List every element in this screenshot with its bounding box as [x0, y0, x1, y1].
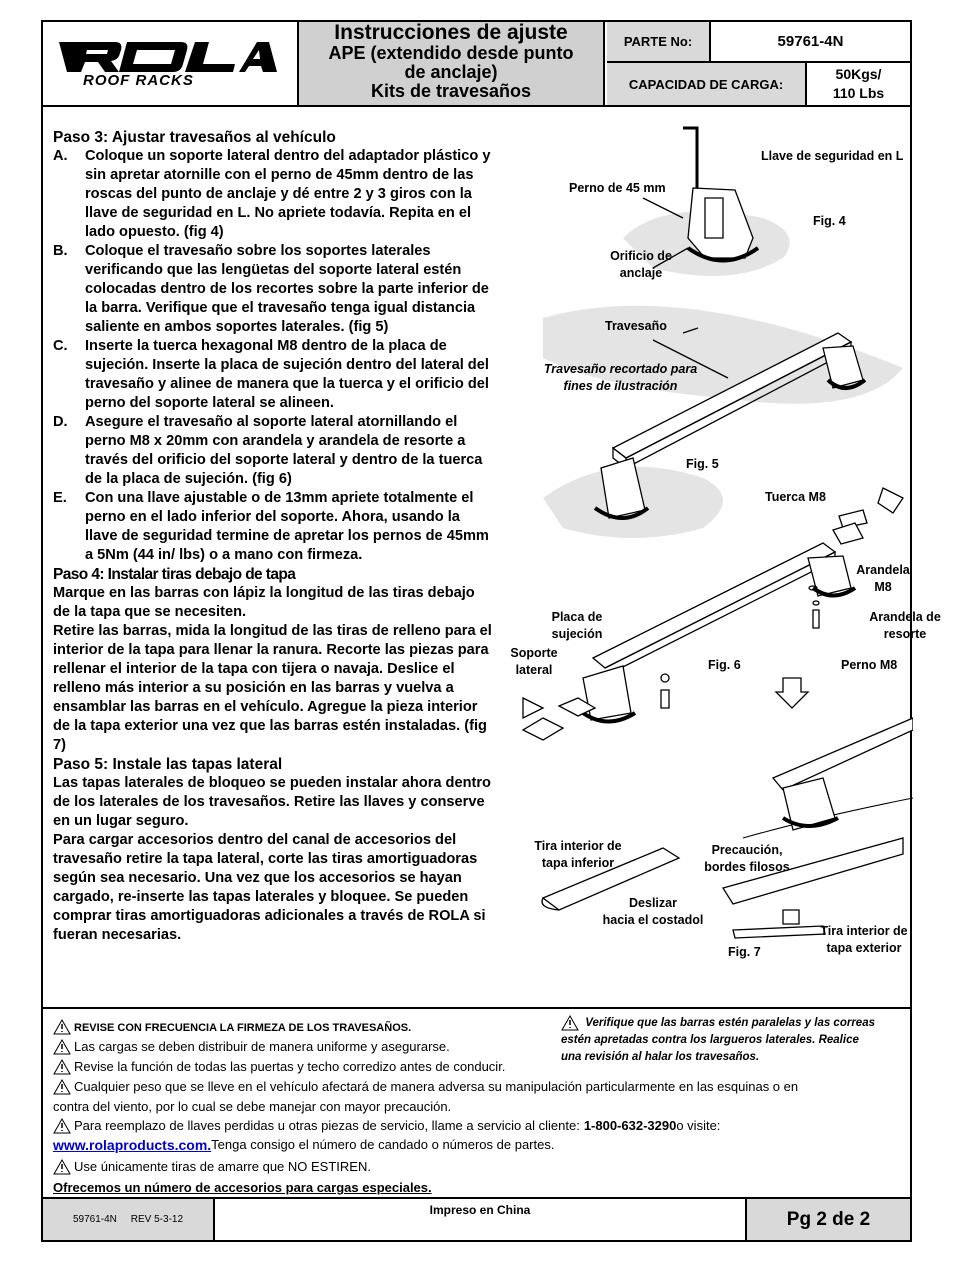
- capacity-label: CAPACIDAD DE CARGA:: [607, 63, 807, 105]
- item-letter: B.: [53, 243, 68, 259]
- label-line: Precaución,: [711, 843, 783, 857]
- item-letter: D.: [53, 414, 68, 430]
- note-line: estén apretadas contra los largueros laterales. Realice: [561, 1034, 859, 1047]
- title-block: [299, 22, 605, 105]
- label-line: anclaje: [619, 266, 663, 280]
- step4-para-2: Retire las barras, mida la longitud de las tiras de relleno para el interior de la tapa para llenar la ranura. Recorte las piezas para rellenar el interior de la tapa con tijera o navaja. Deslice el relleno más interior a su posición en las barras y vuelva a ensamblar las barras en el vehículo. Agregue la pieza interior de la tapa exterior una vez que las barras estén instaladas. (fig 7): [53, 623, 492, 753]
- label-fig7: Fig. 7: [728, 945, 761, 959]
- step3-item-e: [53, 489, 493, 565]
- doc-title: Instrucciones de ajuste: [334, 21, 568, 44]
- label-cut-crossbar: [533, 361, 708, 395]
- printed-in: Impreso en China: [429, 1203, 531, 1217]
- rola-logo-wordmark: [53, 36, 279, 76]
- label-crossbar: Travesaño: [605, 319, 667, 333]
- page-number: Pg 2 de 2: [745, 1199, 910, 1240]
- warning-4: [53, 1079, 903, 1095]
- item-text: Con una llave ajustable o de 13mm apriete totalmente el perno en el lado inferior del soporte. Ahora, usando la llave de seguridad termine de apretar los pernos de 45mm a 5Nm (44 in/ lbs) o a mano con firmeza.: [85, 490, 489, 563]
- label-fig5: Fig. 5: [686, 457, 719, 471]
- warning-text: Las cargas se deben distribuir de manera uniforme y asegurarse.: [74, 1039, 450, 1054]
- step5-para-1: Las tapas laterales de bloqueo se pueden instalar ahora dentro de los laterales de los travesaños. Retire las llaves y conserve en un lugar seguro.: [53, 775, 491, 829]
- warning-icon: [53, 1019, 71, 1035]
- label-line: hacia el costadol: [602, 913, 704, 927]
- support-phone: 1-800-632-3290: [583, 1118, 677, 1133]
- note-line: una revisión al halar los travesaños.: [561, 1051, 760, 1064]
- warning-3: [53, 1059, 505, 1075]
- step4-para-1: Marque en las barras con lápiz la longitud de las tiras debajo de la tapa que se necesiten.: [53, 585, 475, 620]
- label-anchor-hole: [605, 248, 677, 282]
- step3-item-c: [53, 337, 493, 413]
- part-number: 59761-4N: [711, 22, 910, 63]
- step3-title: Paso 3: Ajustar travesaños al vehículo: [53, 129, 336, 146]
- warning-text: Cualquier peso que se lleve en el vehículo afectará de manera adversa su manipulación particularmente en las esquinas o en: [74, 1079, 799, 1094]
- item-letter: C.: [53, 338, 68, 354]
- item-text: Coloque un soporte lateral dentro del adaptador plástico y sin apretar atornille con el perno de 45mm dentro de las roscas del punto de anclaje y dé entre 2 y 3 giros con la llave de seguridad en L. No apriete todavía. Repita en el lado opuesto. (fig 4): [85, 148, 491, 240]
- label-line: Soporte: [510, 646, 558, 660]
- label-m8-washer: Arandela M8: [856, 563, 910, 594]
- item-letter: E.: [53, 490, 67, 506]
- doc-subtitle-3: Kits de travesaños: [370, 81, 532, 101]
- note-line: Verifique que las barras estén paralelas y las correas: [585, 1017, 875, 1030]
- figures-area: [483, 118, 941, 1008]
- label-line: Deslizar: [629, 896, 677, 910]
- warning-icon: [53, 1079, 71, 1095]
- capacity-kg: 50Kgs/: [835, 66, 882, 82]
- capacity-value: [807, 63, 910, 105]
- label-line: resorte: [883, 627, 927, 641]
- label-fig4: Fig. 4: [813, 214, 846, 228]
- step3-item-a: [53, 147, 493, 242]
- label-line: Tira interior de: [820, 924, 908, 938]
- warning-text: Use únicamente tiras de amarre que NO ESTIREN.: [74, 1159, 371, 1174]
- instructions: [53, 128, 493, 945]
- warnings-section: [43, 1007, 910, 1197]
- step5-para-2: Para cargar accesorios dentro del canal de accesorios del travesaño retire la tapa lateral, corte las tiras amortiguadoras según sea necesario. Una vez que los accesorios se hayan cargado, re-inserte las tapas laterales y bloquee. Se pueden comprar tiras amortiguadoras adicionales a través de ROLA si fueran necesarias.: [53, 832, 486, 943]
- item-text: Inserte la tuerca hexagonal M8 dentro de la placa de sujeción. Inserte la placa de sujeción dentro del lateral del travesaño y alinee de manera que la tuerca y el orificio del perno del soporte lateral se alineen.: [85, 338, 489, 411]
- warning-6: [53, 1159, 371, 1175]
- item-text: Asegure el travesaño al soporte lateral atornillando el perno M8 x 20mm con arandela y arandela de resorte a través del orificio del soporte lateral y dentro de la tuerca de la placa de sujeción. (fig 6): [85, 414, 483, 487]
- label-slide-side: [593, 895, 713, 929]
- warning-icon: [53, 1159, 71, 1175]
- warning-4-cont: contra del viento, por lo cual se debe manejar con mayor precaución.: [53, 1099, 452, 1114]
- warning-2: [53, 1039, 450, 1055]
- warning-icon: [53, 1118, 71, 1134]
- header: [43, 22, 910, 107]
- warning-icon: [53, 1039, 71, 1055]
- warning-icon: [53, 1059, 71, 1075]
- label-line: Placa de: [551, 610, 603, 624]
- step5-title: Paso 5: Instale las tapas lateral: [53, 756, 283, 773]
- label-spring-washer: [863, 609, 947, 643]
- label-l-key: Llave de seguridad en L: [761, 149, 904, 163]
- step3-item-d: [53, 413, 493, 489]
- footer: [43, 1197, 910, 1240]
- label-line: sujeción: [551, 627, 603, 641]
- label-lower-strip: [527, 838, 629, 872]
- label-line: Arandela de: [869, 610, 941, 624]
- parallel-bars-note: [561, 1015, 901, 1066]
- label-45mm-bolt: Perno de 45 mm: [569, 181, 666, 195]
- label-line: bordes filosos: [704, 860, 790, 874]
- label-outer-strip: [813, 923, 915, 957]
- label-line: lateral: [515, 663, 553, 677]
- item-text: Coloque el travesaño sobre los soportes laterales verificando que las lengüetas del soporte lateral estén colocadas dentro de los recortes sobre la parte inferior de la barra. Verifique que el travesaño tenga igual distancia saliente en ambos soportes laterales. (fig 5): [85, 243, 489, 335]
- logo-subtext: ROOF RACKS: [83, 72, 194, 89]
- doc-revision: 59761-4N REV 5-3-12: [43, 1199, 215, 1240]
- label-line: fines de ilustración: [563, 379, 678, 393]
- warning-text: Tenga consigo el número de candado o números de partes.: [211, 1137, 555, 1152]
- label-caution-edges: [697, 842, 797, 876]
- label-line: Tira interior de: [534, 839, 622, 853]
- doc-subtitle-1: APE (extendido desde punto: [328, 43, 574, 63]
- warning-5-cont: [53, 1137, 554, 1153]
- warning-1: [53, 1019, 411, 1035]
- label-side-support: [507, 645, 561, 679]
- website-link[interactable]: www.rolaproducts.com.: [53, 1137, 212, 1153]
- label-m8-nut: Tuerca M8: [765, 490, 826, 504]
- label-fig6: Fig. 6: [708, 658, 741, 672]
- warning-text-visit: o visite:: [676, 1118, 721, 1133]
- label-line: Travesaño recortado para: [543, 362, 698, 376]
- warning-text: Para reemplazo de llaves perdidas u otras piezas de servicio, llame a servicio al cliente:: [74, 1118, 580, 1133]
- doc-subtitle-2: de anclaje): [404, 62, 498, 82]
- label-line: Orificio de: [610, 249, 672, 263]
- warning-5: [53, 1118, 720, 1134]
- warning-icon: [561, 1015, 579, 1031]
- capacity-lbs: 110 Lbs: [832, 85, 885, 101]
- warning-text: Revise la función de todas las puertas y techo corredizo antes de conducir.: [74, 1059, 506, 1074]
- label-clamp-plate: [547, 609, 607, 643]
- item-letter: A.: [53, 148, 68, 164]
- step3-item-b: [53, 242, 493, 337]
- label-line: tapa inferior: [541, 856, 615, 870]
- rola-logo: [43, 22, 299, 105]
- accessories-note: Ofrecemos un número de accesorios para cargas especiales.: [53, 1180, 432, 1195]
- label-line: tapa exterior: [826, 941, 902, 955]
- warning-text: REVISE CON FRECUENCIA LA FIRMEZA DE LOS TRAVESAÑOS.: [74, 1022, 412, 1034]
- label-m8-bolt: Perno M8: [841, 658, 898, 672]
- step4-title: Paso 4: Instalar tiras debajo de tapa: [53, 566, 296, 583]
- part-label: PARTE No:: [607, 22, 711, 63]
- page-frame: [41, 20, 941, 1242]
